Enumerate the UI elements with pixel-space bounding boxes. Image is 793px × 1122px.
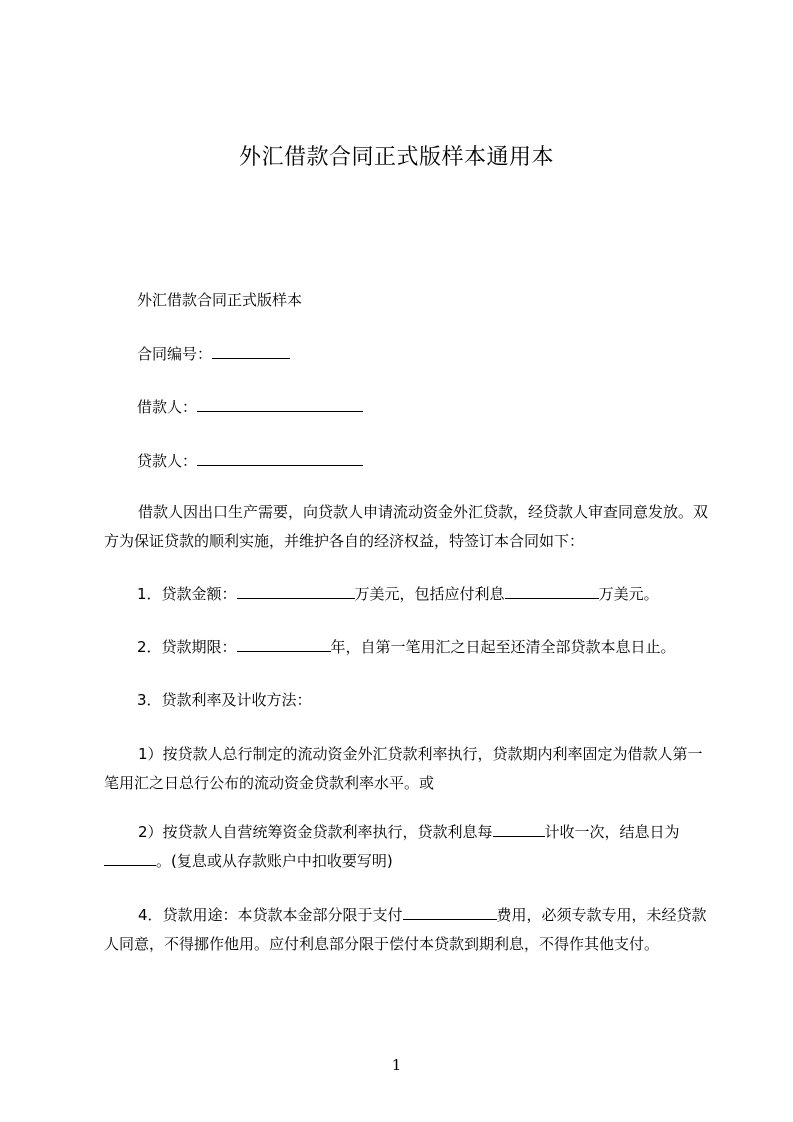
- borrower-label: 借款人：: [137, 398, 198, 416]
- contract-number-line: [137, 343, 290, 364]
- loan-purpose-blank: [403, 904, 497, 920]
- document-subtitle: 外汇借款合同正式版样本: [137, 291, 303, 309]
- clause-3: 3．贷款利率及计收方法：: [137, 691, 312, 709]
- settlement-date-blank: [104, 850, 156, 866]
- loan-term-blank: [237, 636, 331, 652]
- borrower-line: [137, 396, 363, 417]
- contract-number-label: 合同编号：: [137, 345, 213, 363]
- lender-line: [137, 450, 363, 471]
- lender-label: 贷款人：: [137, 452, 198, 470]
- interest-amount-blank: [505, 583, 599, 599]
- clause-1-suffix: 万美元。: [598, 585, 659, 603]
- document-title: 外汇借款合同正式版样本通用本: [238, 145, 554, 170]
- clause-3-2-suffix: 。(复息或从存款账户中扣收要写明): [156, 852, 393, 870]
- interest-period-blank: [493, 821, 545, 837]
- loan-amount-blank: [237, 583, 355, 599]
- clause-2-suffix: 年，自第一笔用汇之日起至还清全部贷款本息日止。: [330, 638, 676, 656]
- intro-paragraph: 借款人因出口生产需要，向贷款人申请流动资金外汇贷款，经贷款人审查同意发放。双方为保证贷款的顺利实施，并维护各自的经济权益，特签订本合同如下：: [104, 503, 709, 550]
- clause-3-2-prefix: 2）按贷款人自营统筹资金贷款利率执行，贷款利息每: [138, 823, 493, 841]
- clause-2: [137, 636, 676, 657]
- clause-3-1: 1）按贷款人总行制定的流动资金外汇贷款利率执行，贷款期内利率固定为借款人第一笔用汇之日总行公布的流动资金贷款利率水平。或: [104, 745, 703, 792]
- clause-2-prefix: 2．贷款期限：: [137, 638, 237, 656]
- borrower-blank: [197, 396, 363, 412]
- clause-4-prefix: 4．贷款用途：本贷款本金部分限于支付: [138, 906, 403, 924]
- page-number: 1: [391, 1056, 402, 1074]
- contract-number-blank: [212, 343, 290, 359]
- clause-3-2-mid: 计收一次，结息日为: [544, 823, 680, 841]
- clause-1: [137, 583, 659, 604]
- lender-blank: [197, 450, 363, 466]
- clause-1-prefix: 1．贷款金额：: [137, 585, 237, 603]
- clause-3-2: [104, 818, 714, 876]
- clause-4: [104, 901, 714, 959]
- clause-4-suffix: 费用，必须专款专用，未经贷款人同意，不得挪作他用。应付利息部分限于偿付本贷款到期利息，不得作其他支付。: [104, 906, 707, 953]
- clause-1-mid: 万美元，包括应付利息: [354, 585, 505, 603]
